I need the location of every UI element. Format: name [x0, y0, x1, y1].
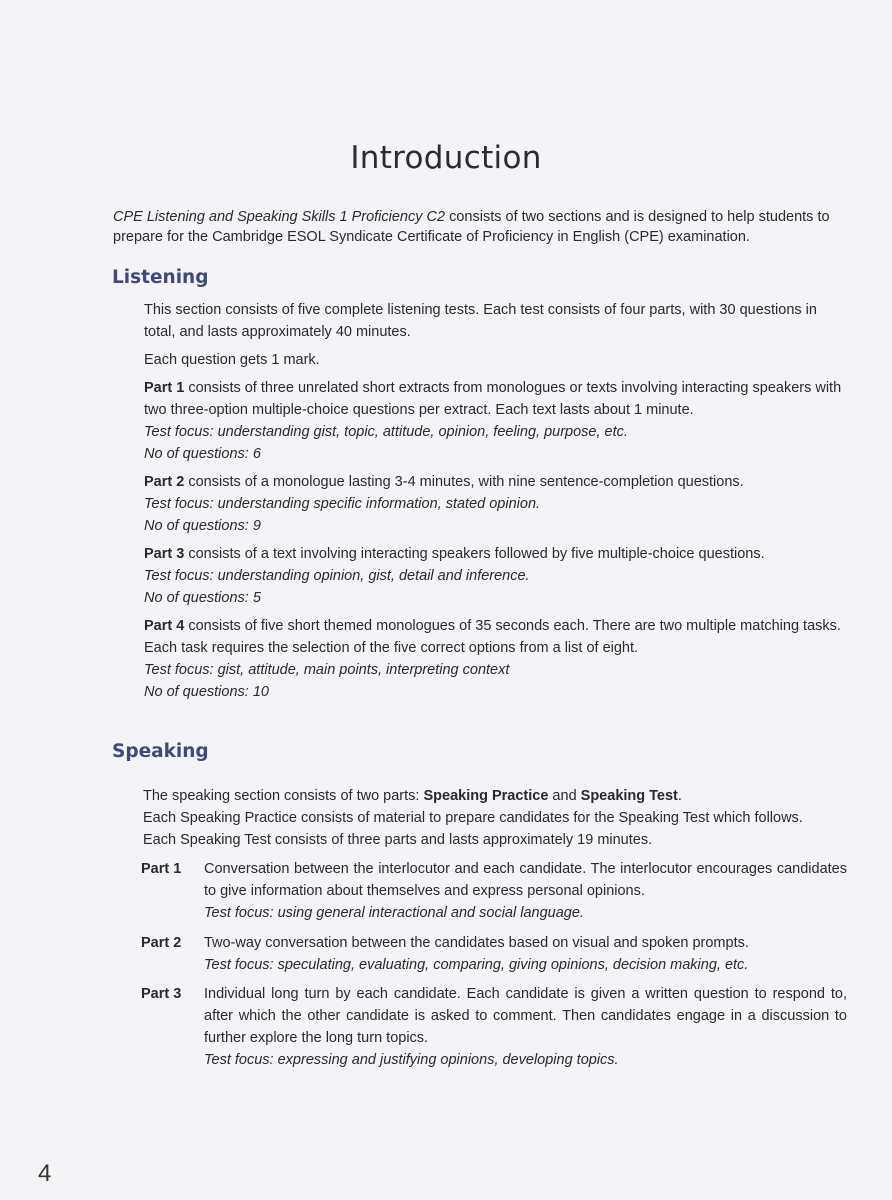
part-label: Part 4 — [144, 618, 185, 634]
page-title: Introduction — [350, 140, 542, 176]
part-description: consists of three unrelated short extracts from monologues or texts involving interacting speakers with two three-option multiple-choice questions per extract. Each text lasts about 1 minute. — [144, 380, 842, 418]
listening-overview: This section consists of five complete listening tests. Each test consists of four parts, with 30 questions in total, and lasts approximately 40 minutes. — [144, 302, 817, 340]
speaking-line-3: Each Speaking Test consists of three parts and lasts approximately 19 minutes. — [143, 832, 653, 848]
speaking-line-1: The speaking section consists of two parts: Speaking Practice and Speaking Test. — [143, 788, 682, 804]
part-label: Part 1 — [144, 380, 185, 396]
test-focus: Test focus: understanding specific information, stated opinion. — [144, 496, 541, 512]
part-label: Part 2 — [141, 935, 182, 951]
part-label: Part 3 — [144, 546, 185, 562]
part-description: Conversation between the interlocutor and each candidate. The interlocutor encourages candidates to give information about themselves and express personal opinions. — [204, 861, 847, 899]
part-label: Part 3 — [141, 986, 182, 1002]
listening-heading: Listening — [112, 267, 209, 288]
part-description: consists of a text involving interacting speakers followed by five multiple-choice questions. — [184, 546, 765, 562]
part-description: consists of a monologue lasting 3-4 minutes, with nine sentence-completion questions. — [184, 474, 744, 490]
speaking-intro — [143, 785, 843, 851]
intro-paragraph — [113, 207, 843, 247]
speaking-line-2: Each Speaking Practice consists of material to prepare candidates for the Speaking Test which follows. — [143, 810, 803, 826]
listening-part-2 — [144, 471, 844, 537]
listening-section — [144, 299, 844, 703]
test-focus: Test focus: expressing and justifying opinions, developing topics. — [204, 1052, 619, 1068]
test-focus: Test focus: using general interactional and social language. — [204, 905, 584, 921]
test-focus: Test focus: understanding gist, topic, attitude, opinion, feeling, purpose, etc. — [144, 424, 628, 440]
speaking-heading: Speaking — [112, 741, 209, 762]
listening-marks: Each question gets 1 mark. — [144, 352, 320, 368]
part-label: Part 2 — [144, 474, 185, 490]
question-count: No of questions: 6 — [144, 446, 261, 462]
test-focus: Test focus: gist, attitude, main points, interpreting context — [144, 662, 510, 678]
part-description: consists of five short themed monologues of 35 seconds each. There are two multiple matching tasks. Each task requires the selection of the five correct options from a list of eight. — [144, 618, 841, 656]
part-label: Part 1 — [141, 861, 182, 877]
test-focus: Test focus: speculating, evaluating, comparing, giving opinions, decision making, etc. — [204, 957, 749, 973]
test-focus: Test focus: understanding opinion, gist, detail and inference. — [144, 568, 530, 584]
question-count: No of questions: 5 — [144, 590, 261, 606]
listening-part-3 — [144, 543, 844, 609]
question-count: No of questions: 9 — [144, 518, 261, 534]
question-count: No of questions: 10 — [144, 684, 269, 700]
part-description: Individual long turn by each candidate. Each candidate is given a written question to respond to, after which the other candidate is asked to comment. Then candidates engage in a discussion to further explore the long turn topics. — [204, 986, 847, 1046]
part-description: Two-way conversation between the candidates based on visual and spoken prompts. — [204, 935, 749, 951]
book-title: CPE Listening and Speaking Skills 1 Proficiency C2 — [113, 209, 446, 225]
listening-part-4 — [144, 615, 844, 703]
intro-text: consists of two sections and is designed to help students to prepare for the Cambridge ESOL Syndicate Certificate of Proficiency in English (CPE) examination. — [113, 209, 830, 245]
listening-part-1 — [144, 377, 844, 465]
page-number: 4 — [38, 1160, 52, 1187]
